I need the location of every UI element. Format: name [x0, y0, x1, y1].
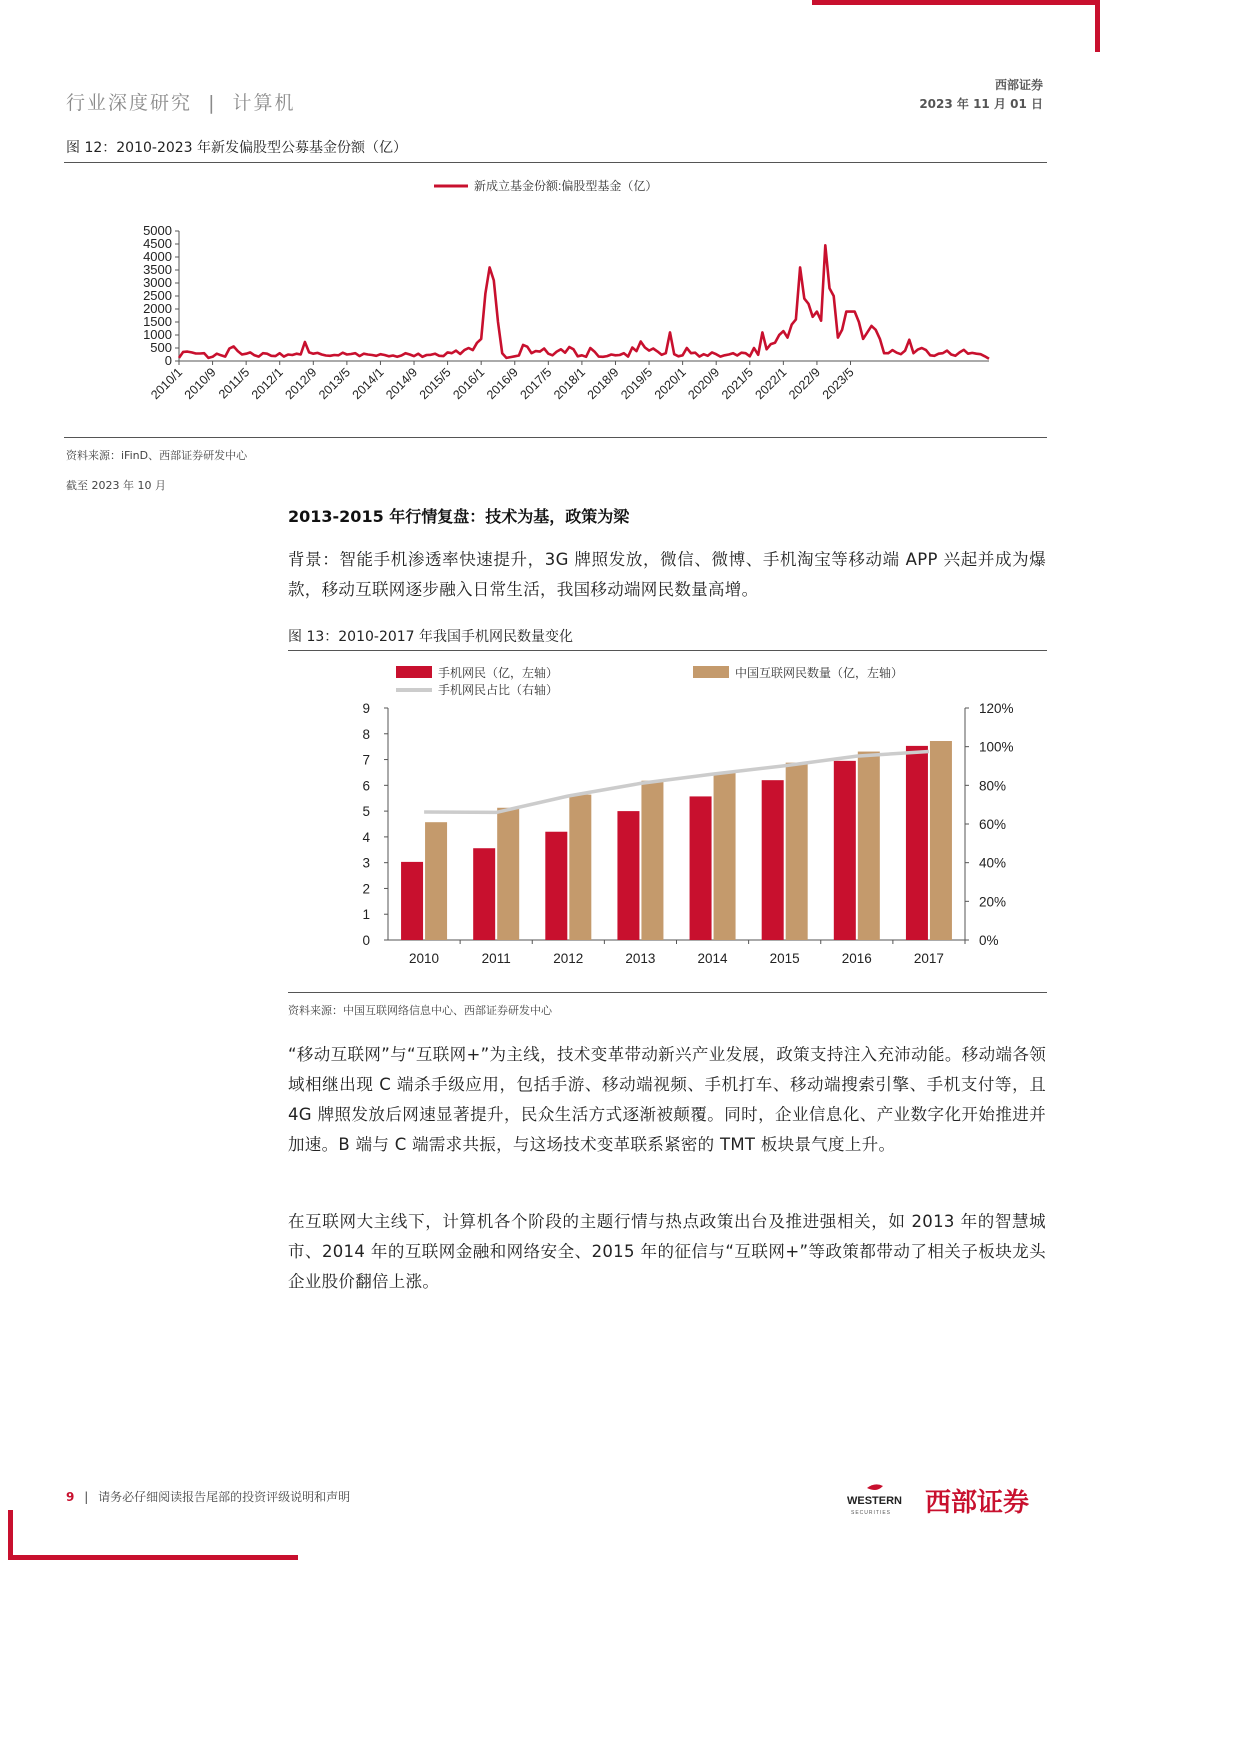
fig12-x-tick-label: 2016/9 [483, 365, 521, 403]
fig13-right-tick-label: 0% [979, 933, 999, 948]
fig13-bar-mobile [473, 848, 495, 940]
report-category: 行业深度研究 [66, 92, 193, 114]
fig13-bar-mobile [617, 811, 639, 940]
fig13-bar-mobile [762, 780, 784, 940]
fig13-bar-internet [714, 773, 736, 940]
fig13-right-tick-label: 20% [979, 894, 1007, 910]
fig13-left-tick-label: 2 [362, 881, 370, 897]
fig13-legend-swatch-internet [693, 666, 729, 678]
fig13-right-tick-label: 60% [979, 817, 1007, 832]
report-category-header [66, 88, 296, 115]
fig12-x-tick-label: 2021/5 [718, 365, 756, 403]
figure-12-top-rule [64, 162, 1047, 163]
fig13-left-tick-label: 6 [362, 778, 370, 794]
fig13-x-tick-label: 2017 [913, 951, 944, 966]
bottom-brand-bar [8, 1555, 298, 1560]
fig13-left-tick-label: 1 [362, 907, 370, 923]
fig12-x-tick-label: 2018/1 [551, 365, 589, 403]
report-meta [919, 76, 1043, 114]
fig12-x-tick-label: 2023/5 [819, 365, 857, 403]
fig13-left-tick-label: 4 [362, 829, 370, 845]
logo-en-sub: SECURITIES [851, 1510, 892, 1516]
fig13-legend-label-internet: 中国互联网民数量（亿，左轴） [735, 666, 904, 680]
fig13-bar-internet [497, 808, 519, 940]
fig13-left-tick-label: 5 [362, 804, 370, 820]
fig12-y-tick-label: 3000 [143, 275, 172, 290]
fig12-x-tick-label: 2022/9 [786, 365, 824, 403]
logo-cn: 西部证券 [925, 1487, 1030, 1517]
fig13-right-tick-label: 120% [979, 701, 1014, 716]
fig12-x-tick-label: 2017/5 [517, 365, 555, 403]
bottom-brand-bar-vertical [8, 1510, 13, 1560]
fig12-y-tick-label: 2500 [143, 288, 172, 303]
figure-13-source: 资料来源：中国互联网络信息中心、西部证券研发中心 [288, 1004, 552, 1017]
fig12-y-tick-label: 500 [150, 340, 172, 355]
top-brand-bar-vertical [1095, 0, 1100, 52]
fig13-bar-internet [425, 822, 447, 940]
fig12-y-tick-label: 0 [164, 353, 172, 368]
figure-13-top-rule [288, 650, 1047, 651]
figure-12-bottom-rule [64, 437, 1047, 438]
fig13-x-tick-label: 2016 [841, 951, 872, 966]
header-separator: | [208, 92, 217, 114]
page-number: 9 [66, 1490, 75, 1504]
fig12-x-tick-label: 2012/9 [282, 365, 320, 403]
fig12-x-tick-label: 2010/1 [148, 365, 186, 403]
figure-12-source: 资料来源：iFinD、西部证券研发中心 [66, 449, 248, 462]
fig13-right-tick-label: 40% [979, 855, 1007, 871]
fig13-x-tick-label: 2014 [697, 951, 728, 966]
paragraph-mobile-internet: “移动互联网”与“互联网+”为主线，技术变革带动新兴产业发展，政策支持注入充沛动能。移动端各领域相继出现 C 端杀手级应用，包括手游、移动端视频、手机打车、移动端搜索引擎、手机支付等，且 4G 牌照发放后网速显著提升，民众生活方式逐渐被颠覆。同时，企业信息化、产业数字化开始推进并加速。B 端与 C 端需求共振，与这场技术变革联系紧密的 TMT 板块景气度上升。 [288, 1045, 1046, 1154]
figure-12-chart [64, 168, 1047, 430]
fig13-right-tick-label: 100% [979, 739, 1014, 755]
fig12-x-tick-label: 2011/5 [215, 365, 253, 402]
fig13-x-tick-label: 2010 [409, 951, 440, 966]
fig13-x-tick-label: 2012 [553, 951, 584, 966]
fig12-legend-label: 新成立基金份额:偏股型基金（亿） [474, 179, 658, 193]
fig13-bar-internet [930, 741, 952, 940]
fig12-x-tick-label: 2014/1 [349, 365, 387, 403]
fig13-bar-internet [786, 763, 808, 940]
fig13-bar-internet [569, 795, 591, 940]
fig13-left-tick-label: 7 [362, 752, 370, 768]
fig12-y-tick-label: 2000 [143, 301, 172, 316]
fig13-left-tick-label: 0 [362, 933, 370, 948]
fig13-bar-mobile [690, 796, 712, 940]
western-securities-logo [845, 1482, 1045, 1522]
fig12-x-tick-label: 2018/9 [584, 365, 622, 403]
fig13-bar-internet [858, 752, 880, 940]
fig13-x-tick-label: 2011 [481, 951, 511, 966]
fig13-right-tick-label: 80% [979, 778, 1007, 794]
fig12-series-line [179, 245, 989, 358]
fig13-legend-label-mobile: 手机网民（亿，左轴） [438, 666, 559, 680]
fig12-x-tick-label: 2022/1 [752, 365, 790, 403]
footer-disclaimer-line [66, 1488, 350, 1505]
fig12-y-tick-label: 3500 [143, 262, 172, 277]
figure-13-title: 图 13：2010-2017 年我国手机网民数量变化 [288, 629, 574, 645]
fig13-bar-mobile [545, 832, 567, 940]
figure-13-chart [288, 655, 1047, 985]
fig13-legend-swatch-mobile [396, 666, 432, 678]
bull-horn-icon [867, 1484, 883, 1490]
footer-separator: | [84, 1490, 89, 1504]
fig13-x-tick-label: 2013 [625, 951, 656, 966]
fig12-y-tick-label: 4500 [143, 236, 172, 251]
fig12-x-tick-label: 2015/5 [416, 365, 454, 403]
figure-12-note: 截至 2023 年 10 月 [66, 479, 166, 492]
footer-disclaimer: 请务必仔细阅读报告尾部的投资评级说明和声明 [98, 1490, 351, 1504]
fig12-x-tick-label: 2020/1 [651, 365, 689, 403]
fig12-x-tick-label: 2014/9 [383, 365, 421, 403]
figure-13-bottom-rule [288, 992, 1047, 993]
report-date: 2023 年 11 月 01 日 [919, 97, 1043, 111]
fig13-left-tick-label: 8 [362, 726, 370, 742]
fig13-bar-mobile [834, 761, 856, 940]
fig12-x-tick-label: 2012/1 [248, 365, 286, 403]
report-sector: 计算机 [232, 92, 296, 114]
fig12-y-tick-label: 5000 [143, 223, 172, 238]
fig12-y-tick-label: 1500 [143, 314, 172, 329]
fig13-left-tick-label: 9 [362, 701, 370, 716]
fig13-left-tick-label: 3 [362, 855, 370, 871]
fig12-x-tick-label: 2016/1 [450, 365, 488, 403]
fig12-x-tick-label: 2020/9 [685, 365, 723, 403]
fig13-bar-internet [641, 781, 663, 940]
fig13-x-tick-label: 2015 [769, 951, 800, 966]
fig13-bar-mobile [401, 862, 423, 940]
fig12-x-tick-label: 2013/5 [316, 365, 353, 403]
company-name: 西部证券 [994, 78, 1043, 92]
fig12-x-tick-label: 2010/9 [181, 365, 219, 403]
fig13-legend-label-ratio: 手机网民占比（右轴） [438, 683, 559, 697]
section-background-paragraph: 背景：智能手机渗透率快速提升，3G 牌照发放，微信、微博、手机淘宝等移动端 APP 兴起并成为爆款，移动互联网逐步融入日常生活，我国移动端网民数量高增。 [288, 550, 1046, 599]
fig12-y-tick-label: 1000 [143, 327, 172, 342]
figure-12-title: 图 12：2010-2023 年新发偏股型公募基金份额（亿） [66, 140, 408, 156]
fig12-y-tick-label: 4000 [143, 249, 172, 264]
fig13-bar-mobile [906, 746, 928, 940]
top-brand-bar [812, 0, 1100, 5]
logo-en: WESTERN [847, 1495, 902, 1507]
section-title: 2013-2015 年行情复盘：技术为基，政策为梁 [288, 507, 630, 526]
paragraph-policy-themes: 在互联网大主线下，计算机各个阶段的主题行情与热点政策出台及推进强相关，如 2013 年的智慧城市、2014 年的互联网金融和网络安全、2015 年的征信与“互联网+”等政策都带动了相关子板块龙头企业股价翻倍上涨。 [288, 1212, 1046, 1291]
fig12-x-tick-label: 2019/5 [618, 365, 656, 403]
